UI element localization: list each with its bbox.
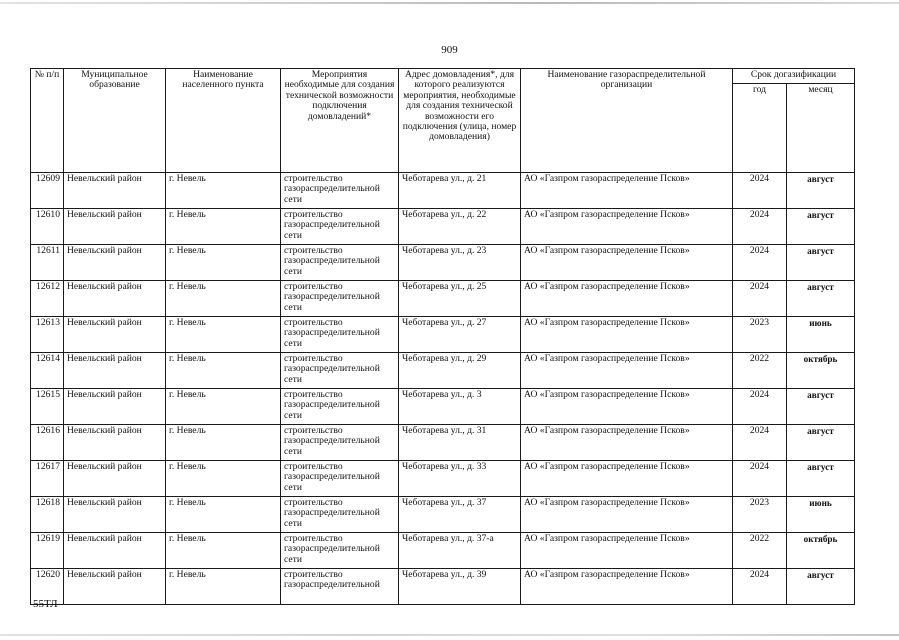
cell-organization: АО «Газпром газораспределение Псков» — [521, 533, 733, 569]
cell-organization: АО «Газпром газораспределение Псков» — [521, 317, 733, 353]
table-row — [31, 209, 855, 245]
page-number: 909 — [441, 44, 458, 56]
cell-municipality: Невельский район — [64, 425, 166, 461]
cell-num: 12620 — [31, 569, 64, 605]
cell-num: 12615 — [31, 389, 64, 425]
cell-organization: АО «Газпром газораспределение Псков» — [521, 353, 733, 389]
header-organization: Наименование газораспределительной организации — [521, 69, 733, 173]
cell-month: август — [787, 245, 855, 281]
cell-municipality: Невельский район — [64, 209, 166, 245]
cell-measure: строительство газораспределительной сети — [281, 497, 399, 533]
cell-measure: строительство газораспределительной сети — [281, 461, 399, 497]
cell-year: 2022 — [733, 533, 787, 569]
cell-year: 2024 — [733, 209, 787, 245]
header-address: Адрес домовладения*, для которого реализуются мероприятия, необходимые для создания технической возможности его подключения (улица, номер домовладения) — [399, 69, 521, 173]
cell-measure: строительство газораспределительной сети — [281, 245, 399, 281]
cell-num: 12616 — [31, 425, 64, 461]
cell-address: Чеботарева ул., д. 3 — [399, 389, 521, 425]
cell-settlement: г. Невель — [166, 353, 281, 389]
cell-month: август — [787, 569, 855, 605]
cell-month: август — [787, 461, 855, 497]
cell-num: 12619 — [31, 533, 64, 569]
table-row — [31, 497, 855, 533]
cell-municipality: Невельский район — [64, 317, 166, 353]
cell-organization: АО «Газпром газораспределение Псков» — [521, 569, 733, 605]
cell-address: Чеботарева ул., д. 37-а — [399, 533, 521, 569]
table-row — [31, 389, 855, 425]
cell-settlement: г. Невель — [166, 173, 281, 209]
cell-organization: АО «Газпром газораспределение Псков» — [521, 281, 733, 317]
table-row — [31, 461, 855, 497]
cell-year: 2024 — [733, 173, 787, 209]
header-measures: Мероприятия необходимые для создания технической возможности подключения домовладений* — [281, 69, 399, 173]
gasification-table — [30, 68, 855, 605]
table-row — [31, 533, 855, 569]
cell-organization: АО «Газпром газораспределение Псков» — [521, 245, 733, 281]
cell-measure: строительство газораспределительной сети — [281, 173, 399, 209]
table-row — [31, 569, 855, 605]
cell-month: октябрь — [787, 353, 855, 389]
cell-month: август — [787, 209, 855, 245]
table-row — [31, 317, 855, 353]
cell-measure: строительство газораспределительной сети — [281, 353, 399, 389]
cell-address: Чеботарева ул., д. 37 — [399, 497, 521, 533]
cell-num: 12610 — [31, 209, 64, 245]
header-term: Срок догазификации — [733, 69, 855, 84]
cell-address: Чеботарева ул., д. 23 — [399, 245, 521, 281]
header-month: месяц — [787, 84, 855, 173]
cell-municipality: Невельский район — [64, 353, 166, 389]
cell-year: 2024 — [733, 245, 787, 281]
cell-year: 2023 — [733, 497, 787, 533]
cell-year: 2023 — [733, 317, 787, 353]
header-municipality: Муниципальное образование — [64, 69, 166, 173]
cell-settlement: г. Невель — [166, 497, 281, 533]
cell-address: Чеботарева ул., д. 29 — [399, 353, 521, 389]
cell-num: 12609 — [31, 173, 64, 209]
cell-measure: строительство газораспределительной — [281, 569, 399, 605]
cell-organization: АО «Газпром газораспределение Псков» — [521, 425, 733, 461]
cell-organization: АО «Газпром газораспределение Псков» — [521, 497, 733, 533]
cell-settlement: г. Невель — [166, 461, 281, 497]
cell-year: 2024 — [733, 461, 787, 497]
cell-measure: строительство газораспределительной сети — [281, 209, 399, 245]
cell-settlement: г. Невель — [166, 281, 281, 317]
cell-month: июнь — [787, 497, 855, 533]
cell-month: август — [787, 425, 855, 461]
cell-municipality: Невельский район — [64, 281, 166, 317]
cell-measure: строительство газораспределительной сети — [281, 389, 399, 425]
cell-settlement: г. Невель — [166, 245, 281, 281]
cell-address: Чеботарева ул., д. 33 — [399, 461, 521, 497]
cell-num: 12613 — [31, 317, 64, 353]
cell-settlement: г. Невель — [166, 425, 281, 461]
cell-organization: АО «Газпром газораспределение Псков» — [521, 209, 733, 245]
scan-edge-bottom — [0, 634, 899, 636]
cell-municipality: Невельский район — [64, 533, 166, 569]
table-body — [31, 173, 855, 605]
table-row — [31, 281, 855, 317]
cell-num: 12611 — [31, 245, 64, 281]
cell-month: июнь — [787, 317, 855, 353]
cell-municipality: Невельский район — [64, 173, 166, 209]
header-num: № п/п — [31, 69, 64, 173]
cell-month: август — [787, 281, 855, 317]
cell-settlement: г. Невель — [166, 209, 281, 245]
cell-address: Чеботарева ул., д. 39 — [399, 569, 521, 605]
table-row — [31, 353, 855, 389]
cell-num: 12617 — [31, 461, 64, 497]
cell-municipality: Невельский район — [64, 389, 166, 425]
cell-address: Чеботарева ул., д. 25 — [399, 281, 521, 317]
cell-settlement: г. Невель — [166, 569, 281, 605]
cell-num: 12614 — [31, 353, 64, 389]
cell-organization: АО «Газпром газораспределение Псков» — [521, 461, 733, 497]
cell-organization: АО «Газпром газораспределение Псков» — [521, 389, 733, 425]
header-year: год — [733, 84, 787, 173]
cell-municipality: Невельский район — [64, 461, 166, 497]
scan-edge-top — [0, 2, 899, 4]
cell-municipality: Невельский район — [64, 245, 166, 281]
cell-organization: АО «Газпром газораспределение Псков» — [521, 173, 733, 209]
cell-year: 2024 — [733, 281, 787, 317]
cell-address: Чеботарева ул., д. 21 — [399, 173, 521, 209]
table-row — [31, 245, 855, 281]
cell-measure: строительство газораспределительной сети — [281, 281, 399, 317]
cell-year: 2024 — [733, 389, 787, 425]
cell-year: 2022 — [733, 353, 787, 389]
cell-month: октябрь — [787, 533, 855, 569]
table-row — [31, 425, 855, 461]
cell-year: 2024 — [733, 569, 787, 605]
cell-num: 12612 — [31, 281, 64, 317]
cell-settlement: г. Невель — [166, 389, 281, 425]
table-row — [31, 173, 855, 209]
cell-measure: строительство газораспределительной сети — [281, 317, 399, 353]
cell-settlement: г. Невель — [166, 533, 281, 569]
cell-address: Чеботарева ул., д. 31 — [399, 425, 521, 461]
footer-code: 55ТЛ — [33, 598, 58, 610]
cell-year: 2024 — [733, 425, 787, 461]
cell-address: Чеботарева ул., д. 27 — [399, 317, 521, 353]
cell-month: август — [787, 389, 855, 425]
cell-municipality: Невельский район — [64, 497, 166, 533]
cell-municipality: Невельский район — [64, 569, 166, 605]
cell-month: август — [787, 173, 855, 209]
cell-measure: строительство газораспределительной сети — [281, 533, 399, 569]
cell-address: Чеботарева ул., д. 22 — [399, 209, 521, 245]
cell-measure: строительство газораспределительной сети — [281, 425, 399, 461]
cell-num: 12618 — [31, 497, 64, 533]
header-settlement: Наименование населенного пункта — [166, 69, 281, 173]
cell-settlement: г. Невель — [166, 317, 281, 353]
